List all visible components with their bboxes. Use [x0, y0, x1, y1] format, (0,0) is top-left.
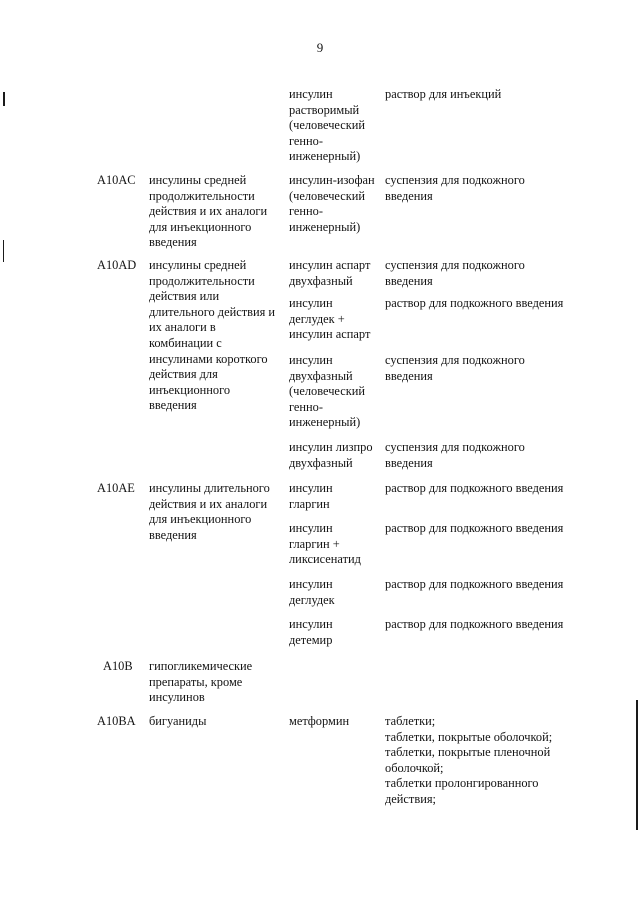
atc-description: инсулины средней продолжительности действия или длительного действия и их аналоги в комбинации с инсулинами короткого действия для инъекционного введения — [149, 258, 276, 413]
drug-name: инсулин гларгин + ликсисенатид — [289, 521, 361, 567]
atc-code: A10AD — [97, 258, 137, 272]
drug-name: инсулин детемир — [289, 617, 333, 647]
atc-code: A10AC — [97, 173, 136, 187]
atc-description: инсулины длительного действия и их аналоги для инъекционного введения — [149, 481, 270, 542]
drug-name: инсулин гларгин — [289, 481, 333, 511]
atc-code: A10AE — [97, 481, 135, 495]
atc-code: A10B — [103, 659, 133, 673]
drug-name: инсулин лизпро двухфазный — [289, 440, 373, 470]
atc-description: гипогликемические препараты, кроме инсулинов — [149, 659, 253, 705]
scan-mark-left-2 — [3, 240, 4, 262]
drug-name: метформин — [289, 714, 350, 728]
dosage-form: суспензия для подкожного введения — [385, 440, 525, 470]
dosage-form: раствор для подкожного введения — [385, 296, 564, 310]
dosage-form: раствор для подкожного введения — [385, 617, 564, 631]
drug-name: инсулин аспарт двухфазный — [289, 258, 371, 288]
drug-name: инсулин-изофан (человеческий генно- инженерный) — [289, 173, 375, 234]
atc-description: бигуаниды — [149, 714, 207, 728]
atc-description: инсулины средней продолжительности действия и их аналоги для инъекционного введения — [149, 173, 268, 250]
dosage-form: суспензия для подкожного введения — [385, 353, 525, 383]
drug-name: инсулин деглудек — [289, 577, 335, 607]
dosage-form: раствор для подкожного введения — [385, 577, 564, 591]
drug-name: инсулин деглудек + инсулин аспарт — [289, 296, 371, 342]
drug-name: инсулин двухфазный (человеческий генно- инженерный) — [289, 353, 366, 430]
scan-mark-left — [3, 92, 5, 106]
dosage-form: суспензия для подкожного введения — [385, 258, 525, 288]
dosage-form: раствор для подкожного введения — [385, 481, 564, 495]
drug-name: инсулин растворимый (человеческий генно- инженерный) — [289, 87, 366, 164]
dosage-form: раствор для инъекций — [385, 87, 502, 101]
page-number: 9 — [316, 40, 324, 55]
atc-code: A10BA — [97, 714, 136, 728]
dosage-form: суспензия для подкожного введения — [385, 173, 525, 203]
dosage-form: таблетки; таблетки, покрытые оболочкой; таблетки, покрытые пленочной оболочкой; таблетки пролонгированного действия; — [385, 714, 553, 806]
dosage-form: раствор для подкожного введения — [385, 521, 564, 535]
scan-mark-right — [636, 700, 638, 830]
